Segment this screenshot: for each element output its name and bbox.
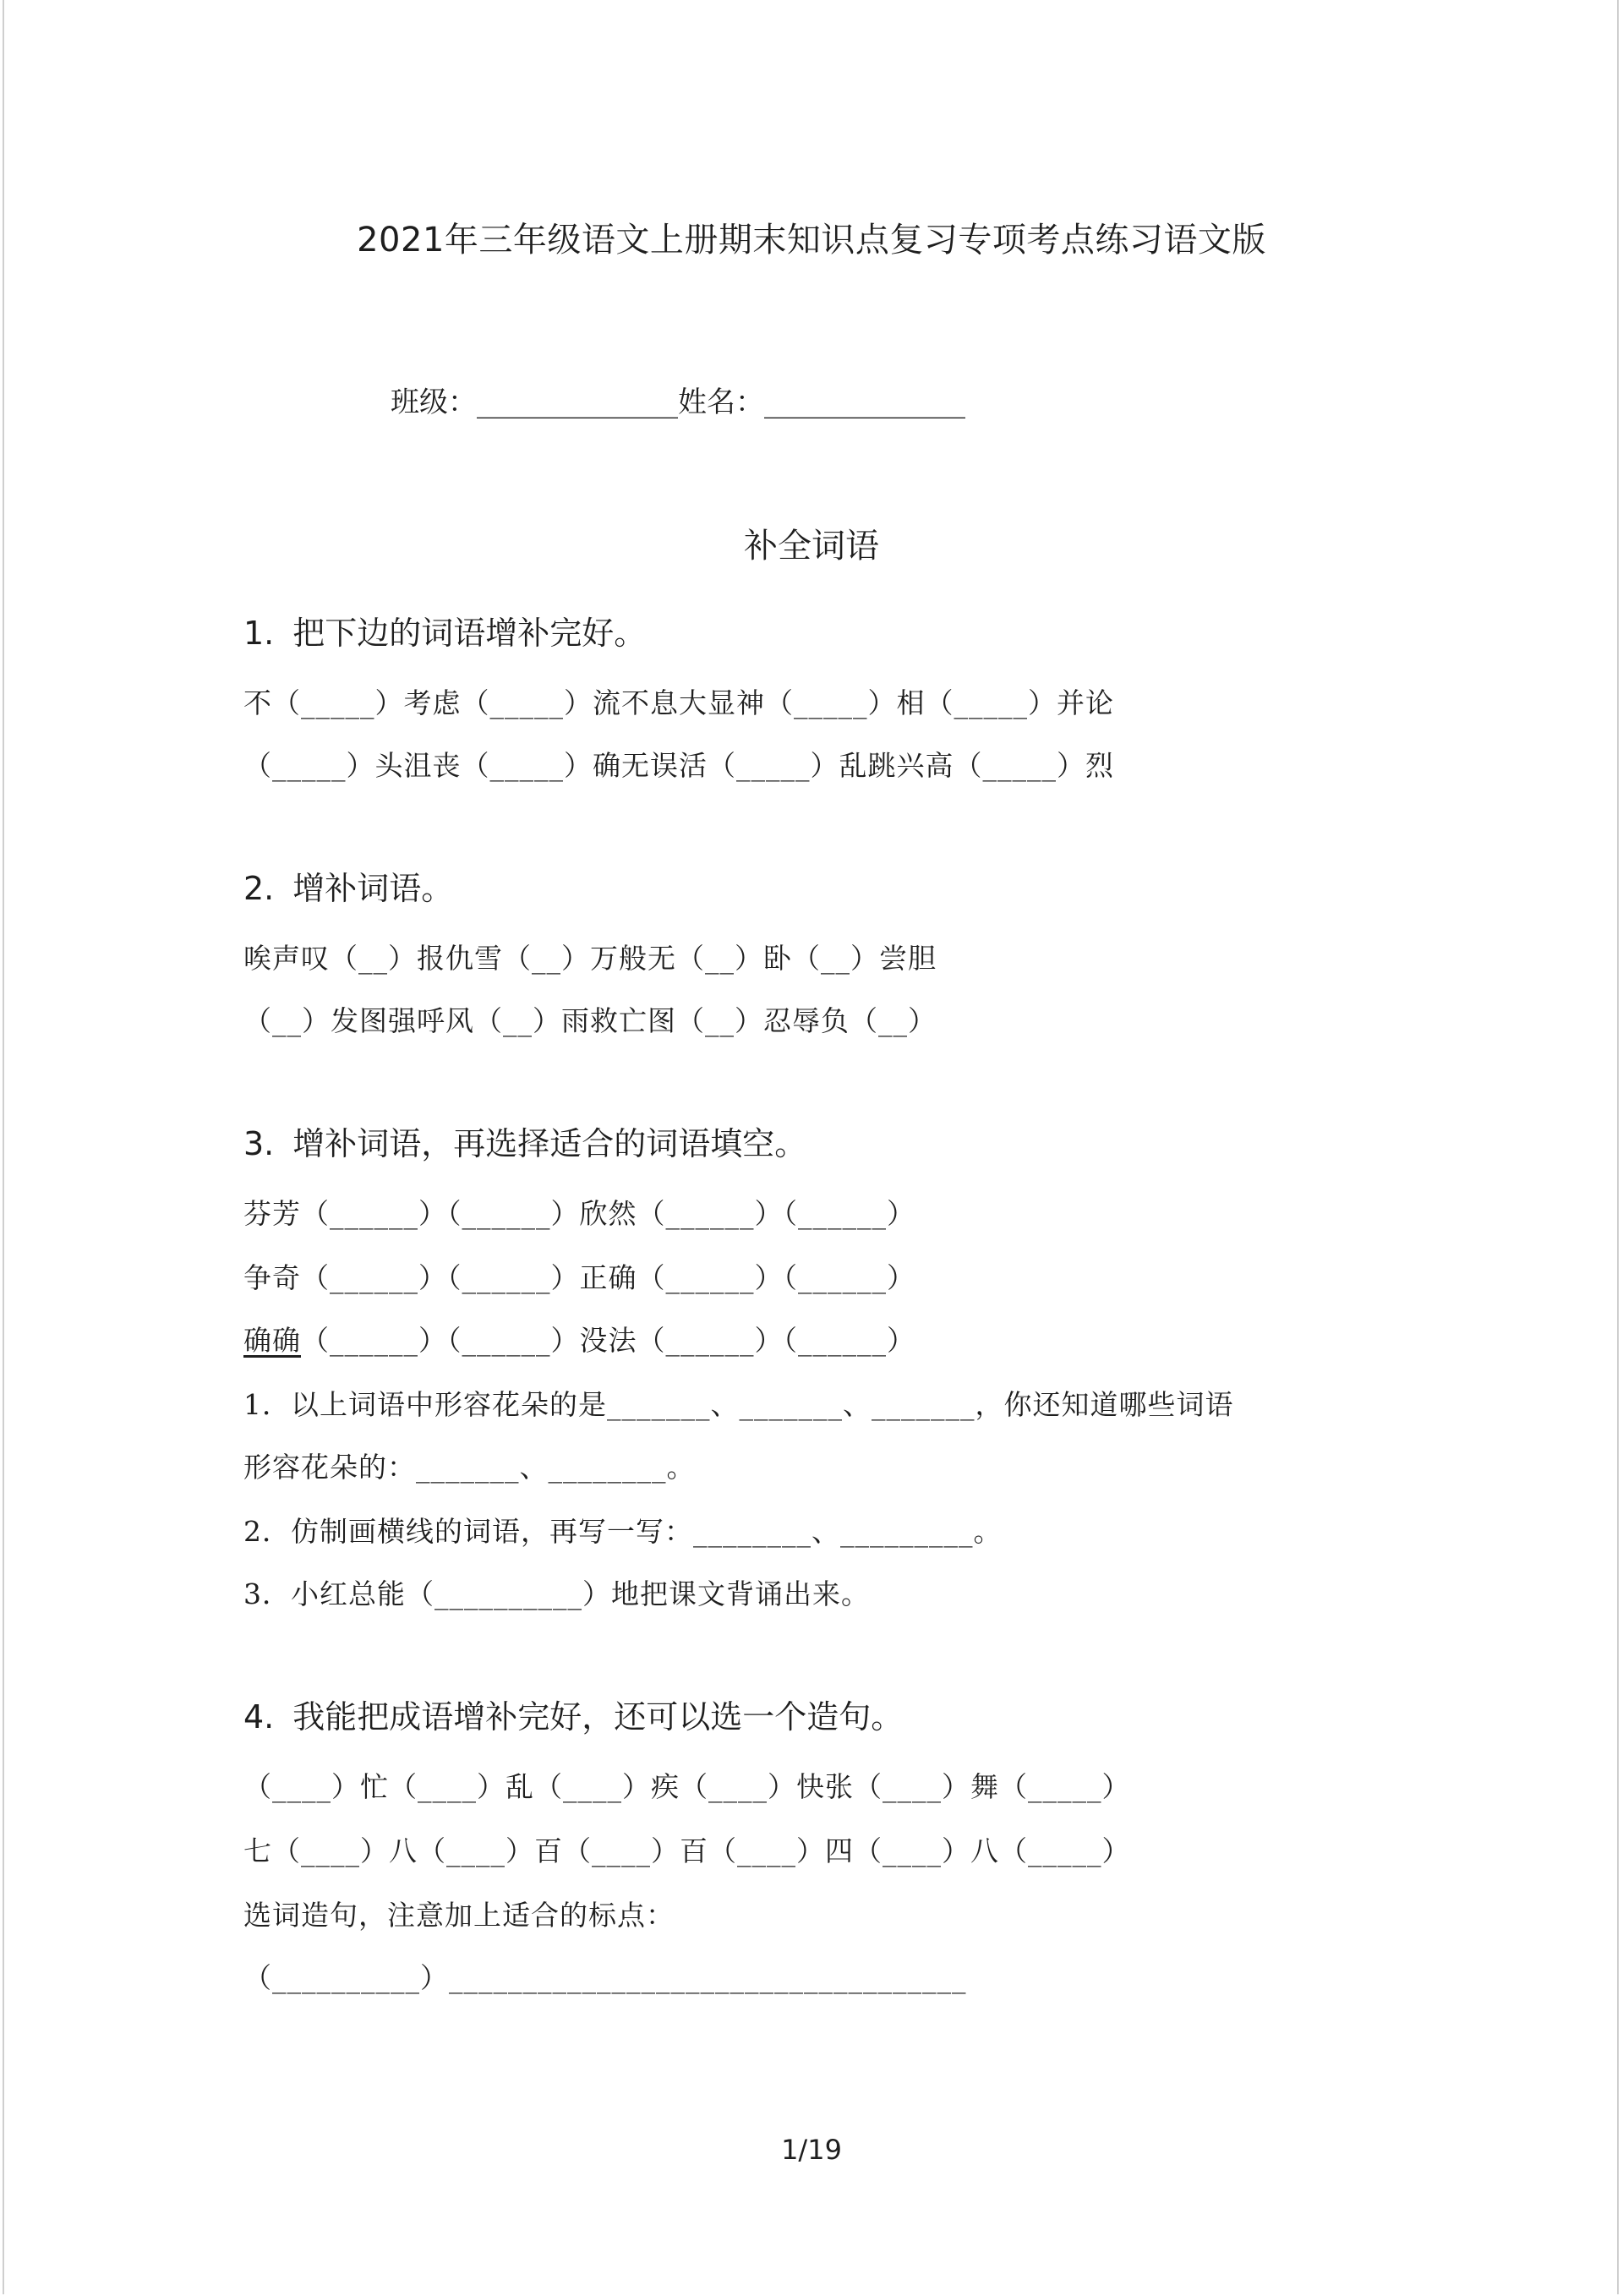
sub-question-1: 1．以上词语中形容花朵的是_______、_______、_______，你还知道哪些词语 — [243, 1388, 1234, 1421]
section-title: 补全词语 — [744, 527, 879, 566]
sub-question-3: 3．小红总能（__________）地把课文背诵出来。 — [243, 1577, 870, 1610]
question-text: 增补词语，再选择适合的词语填空。 — [292, 1125, 807, 1162]
question-2-heading — [243, 862, 453, 909]
question-text: 把下边的词语增补完好。 — [292, 615, 647, 652]
question-1-row: 不（_____）考虑（_____）流不息大显神（_____）相（_____）并论 — [243, 686, 1114, 719]
question-number: 3. — [243, 1125, 275, 1162]
question-3-row: 争奇（______）（______）正确（______）（______） — [243, 1261, 915, 1294]
question-1-heading — [243, 607, 646, 653]
page-number: 1/19 — [781, 2134, 842, 2166]
question-2-row: （__）发图强呼风（__）雨救亡图（__）忍辱负（__） — [243, 1004, 937, 1037]
question-2-row: 唉声叹（__）报仇雪（__）万般无（__）卧（__）尝胆 — [243, 942, 937, 975]
question-3-row — [243, 1319, 915, 1358]
question-text: 我能把成语增补完好，还可以选一个造句。 — [292, 1698, 904, 1736]
question-4-answer-line: （__________）___________________________________ — [243, 1961, 967, 1994]
question-number: 2. — [243, 870, 275, 907]
row-text: （______）（______）没法（______）（______） — [301, 1324, 915, 1357]
question-4-instruction: 选词造句，注意加上适合的标点： — [243, 1899, 675, 1932]
sub-question-2: 2．仿制画横线的词语，再写一写：________、_________。 — [243, 1515, 1003, 1548]
sub-question-1-continued: 形容花朵的：_______、________。 — [243, 1451, 696, 1484]
question-4-heading — [243, 1691, 903, 1737]
question-4-row: 七（____）八（____）百（____）百（____）四（____）八（_____） — [243, 1834, 1131, 1867]
question-1-row: （_____）头沮丧（_____）确无误活（_____）乱跳兴高（_____）烈 — [243, 749, 1114, 782]
question-3-row: 芬芳（______）（______）欣然（______）（______） — [243, 1197, 915, 1230]
document-title: 2021年三年级语文上册期末知识点复习专项考点练习语文版 — [357, 221, 1266, 260]
class-name-line: 班级：______________姓名：______________ — [391, 385, 965, 419]
question-3-heading — [243, 1118, 806, 1164]
question-text: 增补词语。 — [292, 870, 454, 907]
question-number: 4. — [243, 1698, 275, 1736]
question-number: 1. — [243, 615, 275, 652]
question-4-row: （____）忙（____）乱（____）疾（____）快张（____）舞（_____） — [243, 1770, 1131, 1803]
underlined-word: 确确 — [243, 1324, 301, 1357]
